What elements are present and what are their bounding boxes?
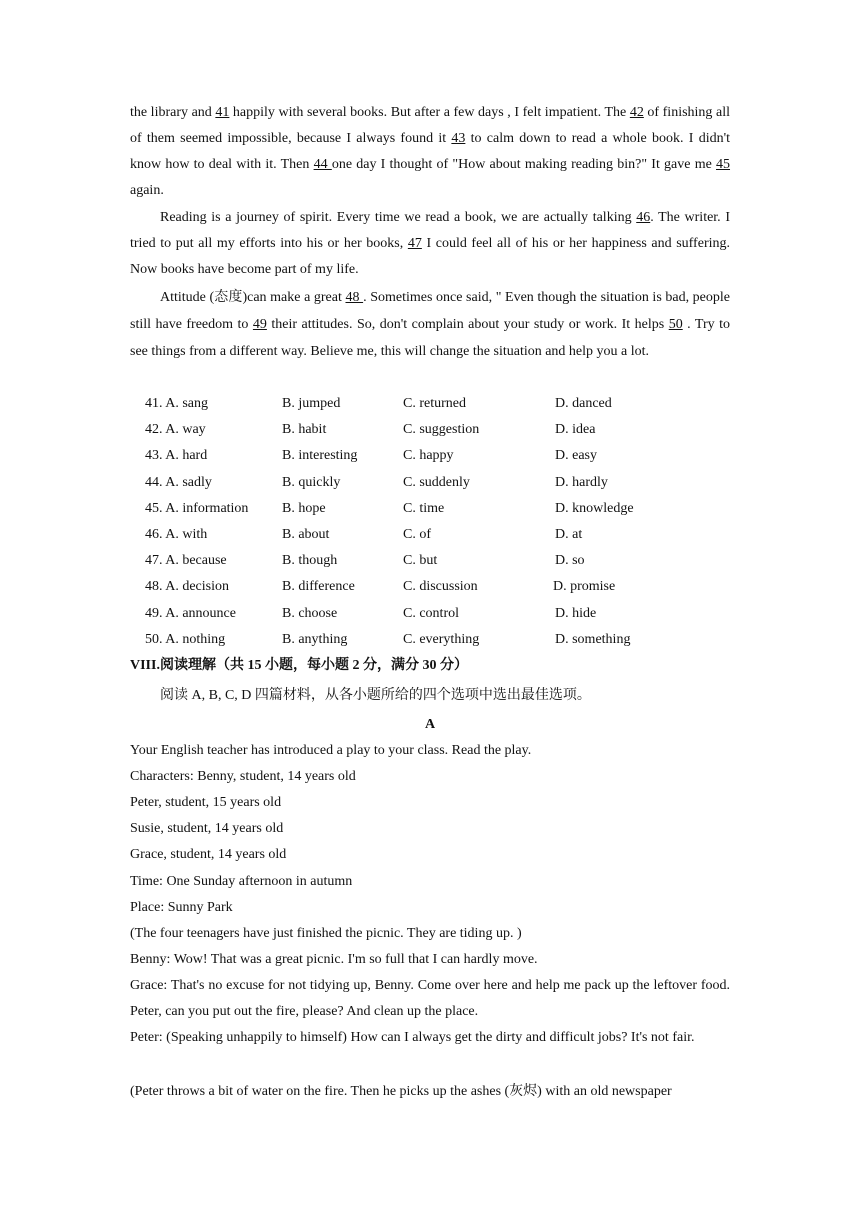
option-a: 48. A. decision bbox=[145, 579, 229, 595]
passage-line: Place: Sunny Park bbox=[130, 900, 233, 915]
option-d: D. so bbox=[555, 553, 585, 569]
option-b: B. jumped bbox=[282, 396, 341, 411]
option-d: D. something bbox=[555, 631, 631, 647]
blank-42: 42 bbox=[629, 105, 644, 120]
option-d: D. idea bbox=[555, 422, 596, 438]
text-segment: I could feel all of his or her happiness and suffering. Now books have become part of my life. bbox=[130, 236, 730, 277]
option-row-46 bbox=[145, 522, 745, 548]
option-c: C. control bbox=[403, 605, 459, 621]
text-segment: . Sometimes once said, " Even though the situation is bad, people still have freedom to bbox=[130, 290, 731, 332]
option-a: 50. A. nothing bbox=[145, 631, 226, 647]
option-b: B. though bbox=[282, 553, 338, 569]
option-a: 41. A. sang bbox=[145, 396, 208, 411]
text-segment: their attitudes. So, don't complain about your study or work. It helps bbox=[266, 317, 669, 332]
passage-line: Grace, student, 14 years old bbox=[130, 847, 287, 862]
option-b: B. interesting bbox=[282, 448, 358, 464]
option-c: C. discussion bbox=[403, 579, 478, 595]
option-d: D. danced bbox=[555, 396, 612, 411]
option-d: D. easy bbox=[555, 448, 597, 464]
passage-line: Benny: Wow! That was a great picnic. I'm so full that I can hardly move. bbox=[130, 952, 538, 967]
grace-dialogue: Grace: That's no excuse for not tidying up, Benny. Come over here and help me pack up the leftover food. Peter, can you put out the fire, please? And clean up the place. bbox=[130, 978, 730, 1019]
blank-44: 44 bbox=[313, 157, 332, 172]
blank-45: 45 bbox=[716, 157, 731, 172]
text-segment: Attitude (态度)can make a great bbox=[160, 290, 346, 305]
blank-41: 41 bbox=[215, 105, 230, 120]
passage-line: Your English teacher has introduced a play to your class. Read the play. bbox=[130, 743, 532, 758]
cloze-paragraph-2 bbox=[130, 205, 730, 283]
option-c: C. time bbox=[403, 500, 445, 516]
stage-direction: (Peter throws a bit of water on the fire. Then he picks up the ashes (灰烬) with an old newspaper bbox=[130, 1084, 672, 1099]
blank-48: 48 bbox=[345, 290, 364, 305]
option-row-45 bbox=[145, 496, 745, 522]
passage-line: Susie, student, 14 years old bbox=[130, 821, 284, 836]
passage-label: A bbox=[424, 717, 436, 732]
option-a: 46. A. with bbox=[145, 526, 208, 542]
text-segment: of finishing all of them seemed impossible, because I always found it bbox=[130, 105, 730, 146]
option-row-43 bbox=[145, 443, 745, 469]
option-d: D. hardly bbox=[555, 474, 608, 490]
option-row-41 bbox=[145, 391, 745, 417]
text-segment: again. bbox=[130, 183, 164, 198]
option-c: C. returned bbox=[403, 396, 466, 411]
cloze-paragraph-3 bbox=[130, 284, 730, 365]
option-d: D. knowledge bbox=[555, 500, 634, 516]
section-instruction: 阅读 A, B, C, D 四篇材料，从各小题所给的四个选项中选出最佳选项。 bbox=[160, 688, 591, 703]
option-a: 49. A. announce bbox=[145, 605, 236, 621]
text-segment: the library and bbox=[130, 105, 216, 120]
passage-line: Time: One Sunday afternoon in autumn bbox=[130, 874, 353, 889]
cloze-paragraph-1 bbox=[130, 100, 730, 204]
blank-47: 47 bbox=[407, 236, 422, 251]
option-d: D. hide bbox=[555, 605, 597, 621]
option-row-48 bbox=[145, 574, 745, 600]
blank-49: 49 bbox=[252, 317, 267, 332]
option-b: B. anything bbox=[282, 631, 348, 647]
option-row-50 bbox=[145, 627, 745, 653]
option-c: C. of bbox=[403, 526, 431, 542]
blank-46: 46 bbox=[636, 210, 651, 225]
option-row-42 bbox=[145, 417, 745, 443]
blank-50: 50 bbox=[668, 317, 683, 332]
option-c: C. but bbox=[403, 553, 438, 569]
option-b: B. difference bbox=[282, 579, 355, 595]
option-b: B. choose bbox=[282, 605, 338, 621]
text-segment: . The writer. I tried to put all my efforts into his or her books, bbox=[130, 210, 730, 251]
text-segment: happily with several books. But after a few days , I felt impatient. The bbox=[229, 105, 630, 120]
option-b: B. about bbox=[282, 526, 330, 542]
option-row-44 bbox=[145, 470, 745, 496]
answer-options bbox=[145, 391, 745, 653]
text-segment: to calm down to read a whole book. I didn't know how to deal with it. Then bbox=[130, 131, 730, 172]
option-a: 47. A. because bbox=[145, 553, 227, 569]
option-c: C. suddenly bbox=[403, 474, 470, 490]
text-segment: . Try to see things from a different way. Believe me, this will change the situation and help you a lot. bbox=[130, 317, 731, 359]
passage-line: Characters: Benny, student, 14 years old bbox=[130, 769, 356, 784]
option-c: C. suggestion bbox=[403, 422, 480, 438]
option-b: B. hope bbox=[282, 500, 326, 516]
blank-43: 43 bbox=[451, 131, 466, 146]
option-a: 44. A. sadly bbox=[145, 474, 212, 490]
passage-line: Peter, student, 15 years old bbox=[130, 795, 282, 810]
option-a: 45. A. information bbox=[145, 500, 249, 516]
option-d: D. promise bbox=[553, 579, 616, 595]
option-c: C. everything bbox=[403, 631, 480, 647]
option-a: 43. A. hard bbox=[145, 448, 208, 464]
option-b: B. quickly bbox=[282, 474, 341, 490]
option-row-49 bbox=[145, 601, 745, 627]
peter-dialogue: Peter: (Speaking unhappily to himself) How can I always get the dirty and difficult jobs? It's not fair. bbox=[130, 1030, 695, 1045]
option-d: D. at bbox=[555, 526, 583, 542]
section-heading: VIII.阅读理解（共 15 小题，每小题 2 分，满分 30 分） bbox=[130, 658, 468, 673]
option-a: 42. A. way bbox=[145, 422, 206, 438]
text-segment: Reading is a journey of spirit. Every time we read a book, we are actually talking bbox=[160, 210, 637, 225]
option-c: C. happy bbox=[403, 448, 454, 464]
passage-line: (The four teenagers have just finished the picnic. They are tiding up. ) bbox=[130, 926, 522, 941]
option-row-47 bbox=[145, 548, 745, 574]
text-segment: one day I thought of "How about making reading bin?" It gave me bbox=[331, 157, 717, 172]
option-b: B. habit bbox=[282, 422, 327, 438]
